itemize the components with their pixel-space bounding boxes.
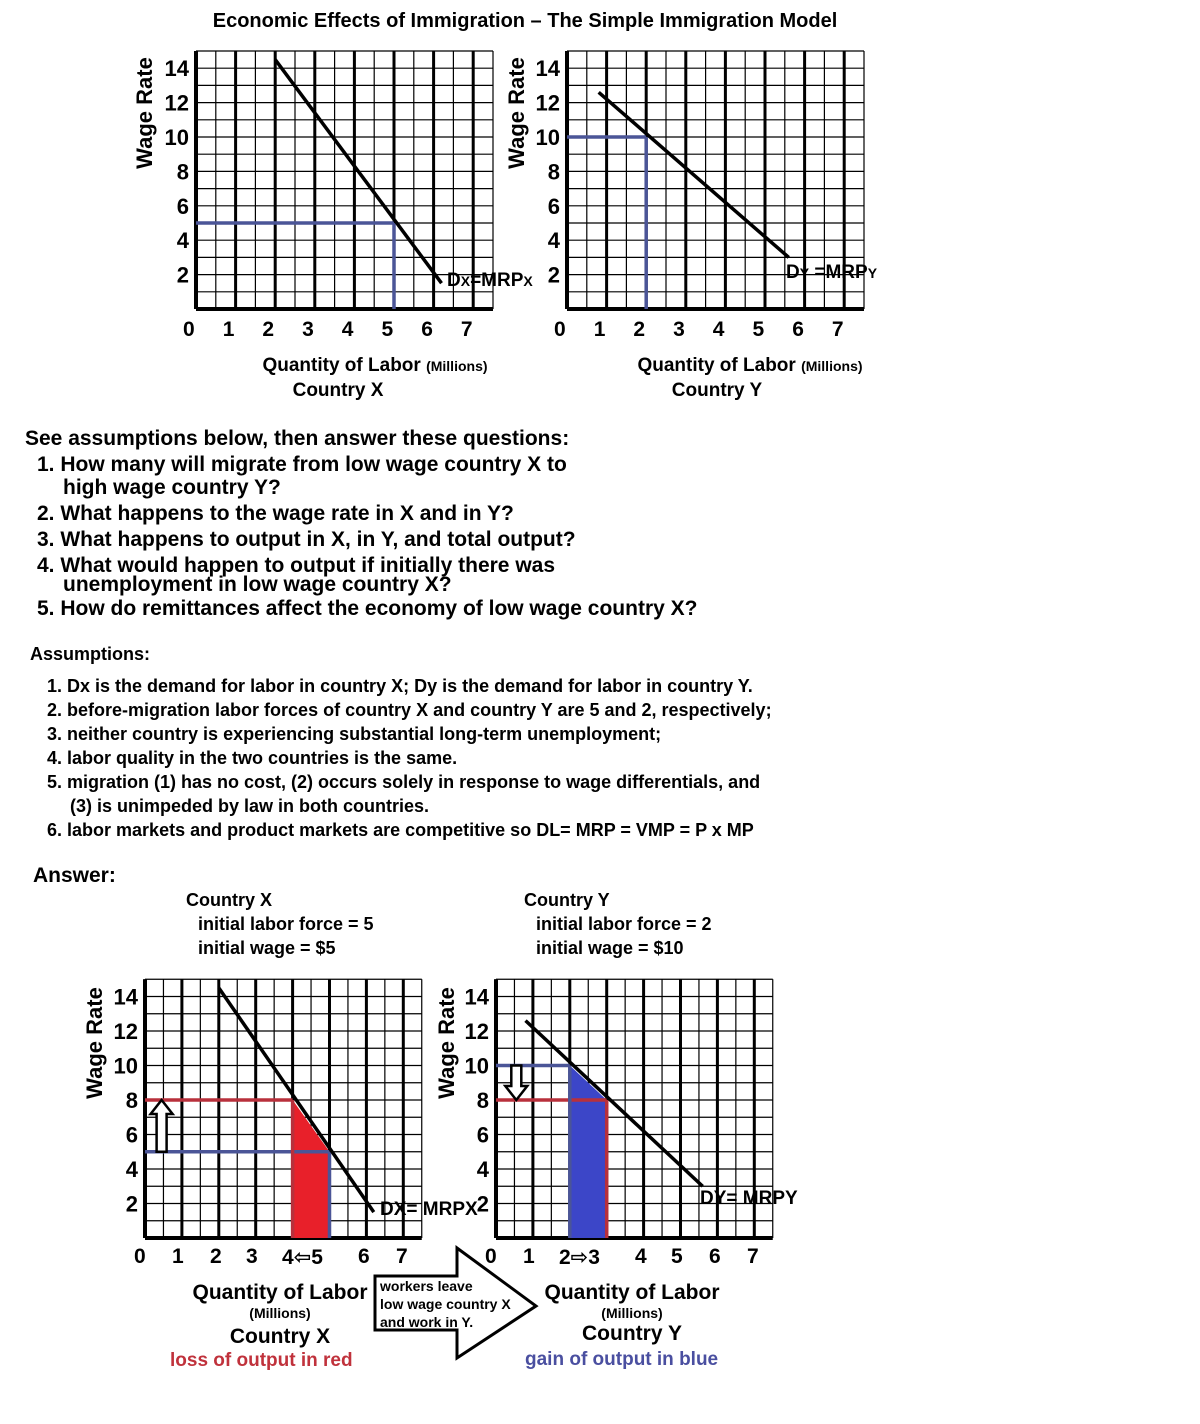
x-tick-label: 0 — [485, 1245, 497, 1268]
question-4: 4. What would happen to output if initially there was — [37, 554, 556, 577]
bottom-dy-curve-label: DY= MRPY — [700, 1188, 798, 1209]
x-tick-label: 7 — [747, 1245, 759, 1268]
svg-text:6: 6 — [125, 1122, 138, 1148]
country-x-name: Country X — [186, 890, 273, 910]
bottom-left-country: Country X — [229, 1325, 331, 1348]
x-tick-label: 7 — [396, 1245, 408, 1268]
assumption-5: 5. migration (1) has no cost, (2) occurs solely in response to wage differentials, and — [47, 772, 761, 792]
country-y-labor: initial labor force = 2 — [536, 914, 712, 934]
x-tick-label: 3 — [302, 318, 314, 341]
assumption-5-cont: (3) is unimpeded by law in both countries. — [70, 796, 430, 816]
assumption-4: 4. labor quality in the two countries is the same. — [47, 748, 458, 768]
x-tick-label: 0 — [134, 1245, 146, 1268]
x-tick-label: 1 — [593, 318, 606, 341]
svg-text:14: 14 — [113, 984, 138, 1010]
assumption-6: 6. labor markets and product markets are competitive so DL= MRP = VMP = P x MP — [47, 820, 754, 840]
loss-caption: loss of output in red — [170, 1350, 353, 1371]
x-tick-label: 3 — [246, 1245, 258, 1268]
question-4-cont: unemployment in low wage country X? — [63, 573, 452, 596]
country-y-info — [524, 888, 712, 960]
x-tick-label: 2 — [210, 1245, 222, 1268]
dx-curve-label: DX=MRPX — [447, 270, 533, 291]
svg-text:10: 10 — [464, 1053, 489, 1079]
x-tick-label: 4⇦5 — [282, 1246, 323, 1269]
x-tick-label: 5 — [381, 318, 394, 341]
top-left-x-title: Quantity of Labor (Millions) — [262, 355, 488, 376]
svg-text:14: 14 — [164, 56, 189, 82]
x-tick-label: 0 — [183, 318, 195, 341]
bottom-right-x-title: Quantity of Labor — [544, 1281, 720, 1304]
x-tick-label: 4 — [712, 318, 725, 341]
svg-text:14: 14 — [535, 56, 560, 82]
svg-text:8: 8 — [125, 1088, 138, 1113]
x-tick-label: 5 — [671, 1245, 683, 1268]
top-left-y-axis-label: Wage Rate — [132, 57, 157, 169]
x-tick-label: 1 — [523, 1245, 535, 1268]
country-y-name: Country Y — [524, 890, 610, 910]
svg-text:4: 4 — [476, 1157, 489, 1182]
x-tick-label: 7 — [460, 318, 473, 341]
svg-text:6: 6 — [176, 193, 189, 219]
country-y-wage: initial wage = $10 — [536, 938, 684, 958]
svg-text:10: 10 — [535, 125, 560, 150]
assumption-2: 2. before-migration labor forces of country X and country Y are 5 and 2, respectively; — [47, 700, 772, 720]
country-x-wage: initial wage = $5 — [198, 938, 336, 958]
x-tick-label: 6 — [792, 318, 804, 341]
svg-text:12: 12 — [464, 1019, 489, 1044]
assumptions-heading: Assumptions: — [30, 644, 151, 664]
svg-text:2: 2 — [476, 1191, 489, 1217]
svg-text:10: 10 — [113, 1053, 138, 1079]
country-x-info — [186, 888, 374, 960]
x-tick-label: 2 — [262, 318, 275, 341]
x-tick-label: 6 — [358, 1245, 370, 1268]
bottom-left-y-axis-label: Wage Rate — [82, 987, 107, 1099]
question-2: 2. What happens to the wage rate in X and in Y? — [37, 502, 514, 525]
top-right-country: Country Y — [671, 380, 763, 401]
x-tick-label: 7 — [831, 318, 844, 341]
country-x-labor: initial labor force = 5 — [198, 914, 374, 934]
x-tick-label: 0 — [554, 318, 566, 341]
bottom-right-country: Country Y — [582, 1322, 682, 1345]
migration-arrow-text: workers leave low wage country X and work in Y. — [380, 1278, 511, 1330]
question-5: 5. How do remittances affect the economy of low wage country X? — [37, 597, 698, 620]
svg-text:6: 6 — [547, 193, 560, 219]
question-1: 1. How many will migrate from low wage country X to — [37, 453, 567, 476]
answer-heading: Answer: — [33, 864, 116, 887]
bottom-right-y-axis-label: Wage Rate — [434, 987, 459, 1099]
bottom-right-x-unit: (Millions) — [601, 1305, 663, 1321]
x-tick-label: 6 — [709, 1245, 721, 1268]
question-3: 3. What happens to output in X, in Y, and total output? — [37, 528, 576, 551]
svg-text:8: 8 — [176, 159, 189, 185]
top-right-y-axis-label: Wage Rate — [504, 57, 529, 169]
svg-text:10: 10 — [164, 125, 189, 150]
assumption-3: 3. neither country is experiencing substantial long-term unemployment; — [47, 724, 662, 744]
questions-block — [25, 426, 697, 622]
dy-curve-label: DY =MRPY — [786, 262, 878, 283]
gain-caption: gain of output in blue — [525, 1349, 719, 1370]
svg-text:8: 8 — [476, 1088, 489, 1113]
svg-text:12: 12 — [164, 90, 189, 116]
bottom-left-x-title: Quantity of Labor — [192, 1281, 368, 1304]
x-tick-label: 2 — [633, 318, 646, 341]
svg-text:2: 2 — [125, 1191, 138, 1217]
svg-text:4: 4 — [125, 1157, 138, 1182]
page-title: Economic Effects of Immigration – The Simple Immigration Model — [212, 10, 838, 32]
svg-text:4: 4 — [176, 228, 189, 254]
top-right-x-title: Quantity of Labor (Millions) — [637, 355, 863, 376]
x-tick-label: 3 — [673, 318, 685, 341]
x-tick-label: 1 — [222, 318, 235, 341]
x-tick-label: 5 — [752, 318, 765, 341]
x-tick-label: 6 — [421, 318, 433, 341]
svg-text:8: 8 — [547, 159, 560, 185]
x-tick-label: 4 — [341, 318, 354, 341]
svg-text:12: 12 — [113, 1019, 138, 1044]
svg-text:4: 4 — [547, 228, 560, 254]
top-right-x-ticks — [554, 318, 874, 344]
question-1-cont: high wage country Y? — [63, 476, 281, 499]
svg-text:14: 14 — [464, 984, 489, 1010]
svg-text:6: 6 — [476, 1122, 489, 1148]
top-left-country: Country X — [292, 380, 384, 401]
svg-text:2: 2 — [176, 262, 189, 288]
x-tick-label: 2⇨3 — [559, 1246, 600, 1269]
x-tick-label: 4 — [635, 1245, 647, 1268]
top-left-x-ticks — [183, 318, 503, 344]
questions-intro: See assumptions below, then answer these questions: — [25, 427, 570, 450]
assumption-1: 1. Dx is the demand for labor in country X; Dy is the demand for labor in country Y. — [47, 676, 753, 696]
svg-text:2: 2 — [547, 262, 560, 288]
bottom-left-x-unit: (Millions) — [249, 1305, 311, 1321]
assumptions-list — [47, 674, 772, 842]
bottom-dx-curve-label: DX= MRPX — [380, 1199, 478, 1220]
svg-text:12: 12 — [535, 90, 560, 116]
x-tick-label: 1 — [172, 1245, 184, 1268]
